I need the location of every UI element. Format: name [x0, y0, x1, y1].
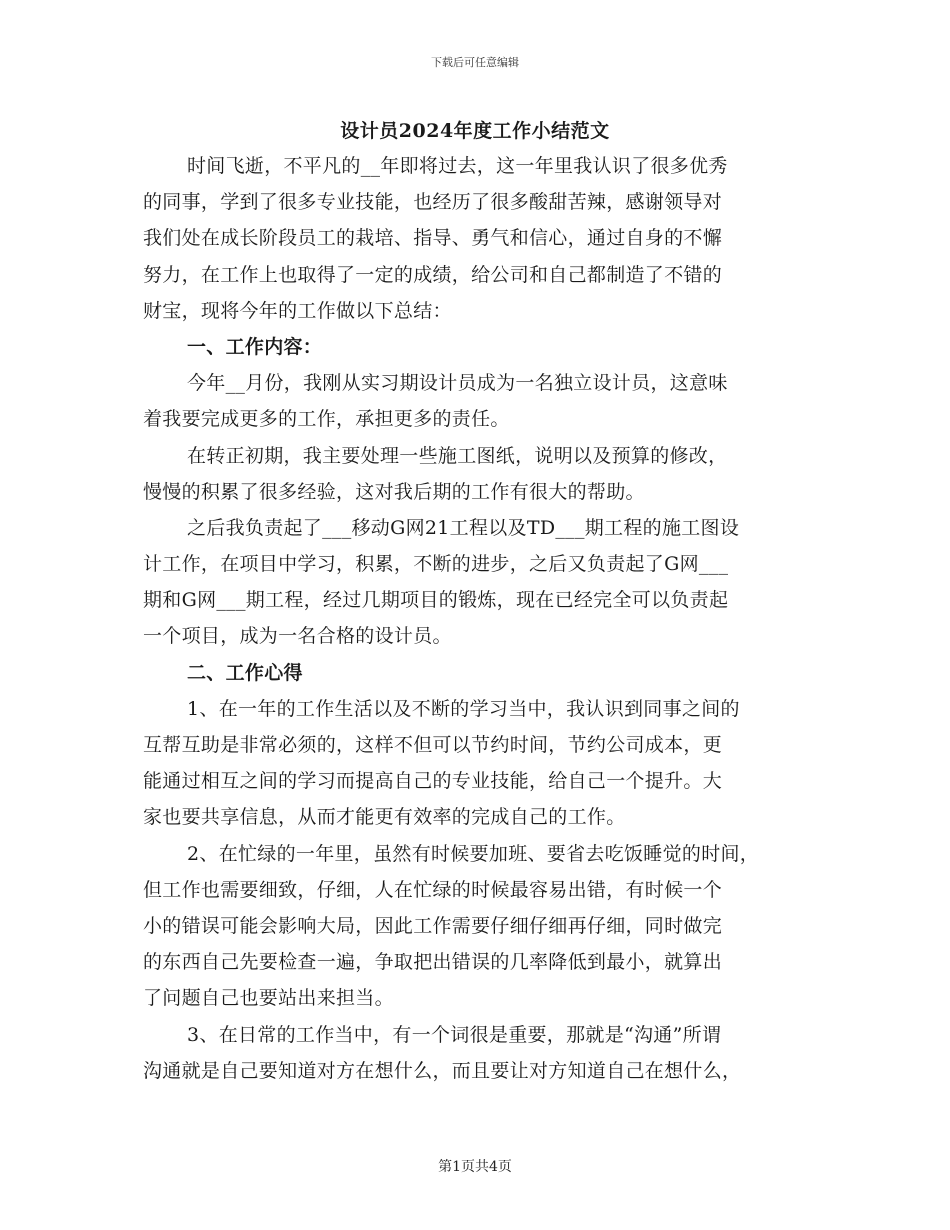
- page-number: 第1页共4页: [438, 1159, 512, 1175]
- text-line: 慢慢的积累了很多经验，这对我后期的工作有很大的帮助。: [143, 480, 645, 503]
- section-heading: 一、工作内容：: [187, 335, 323, 358]
- text-line: 财宝，现将今年的工作做以下总结：: [143, 299, 452, 322]
- text-line: 一个项目，成为一名合格的设计员。: [143, 625, 452, 648]
- text-line: 3、在日常的工作当中，有一个词很是重要，那就是“沟通”所谓: [187, 1023, 722, 1046]
- text-line: 的同事，学到了很多专业技能，也经历了很多酸甜苦辣，感谢领导对: [143, 191, 723, 214]
- text-line: 之后我负责起了___移动G网21工程以及TD___期工程的施工图设: [187, 516, 740, 539]
- section-heading: 二、工作心得: [187, 661, 303, 684]
- header-note: 下载后可任意编辑: [431, 56, 519, 69]
- document-body: [143, 148, 811, 1089]
- document-title: 设计员2024年度工作小结范文: [340, 120, 610, 142]
- text-line: 了问题自己也要站出来担当。: [143, 987, 394, 1010]
- text-line: 能通过相互之间的学习而提高自己的专业技能，给自己一个提升。大: [143, 770, 723, 793]
- text-line: 1、在一年的工作生活以及不断的学习当中，我认识到同事之间的: [187, 697, 740, 720]
- text-line: 今年__月份，我刚从实习期设计员成为一名独立设计员，这意味: [187, 372, 728, 395]
- text-line: 家也要共享信息，从而才能更有效率的完成自己的工作。: [143, 806, 626, 829]
- text-line: 2、在忙绿的一年里，虽然有时候要加班、要省去吃饭睡觉的时间，: [187, 842, 760, 865]
- text-line: 时间飞逝，不平凡的__年即将过去，这一年里我认识了很多优秀: [187, 155, 728, 177]
- text-line: 的东西自己先要检查一遍，争取把出错误的几率降低到最小，就算出: [143, 951, 723, 974]
- text-line: 计工作，在项目中学习，积累，不断的进步，之后又负责起了G网___: [143, 553, 729, 576]
- text-line: 在转正初期，我主要处理一些施工图纸，说明以及预算的修改，: [187, 444, 728, 467]
- text-line: 沟通就是自己要知道对方在想什么，而且要让对方知道自己在想什么，: [143, 1059, 742, 1082]
- text-line: 小的错误可能会影响大局，因此工作需要仔细仔细再仔细，同时做完: [143, 914, 723, 937]
- text-line: 我们处在成长阶段员工的栽培、指导、勇气和信心，通过自身的不懈: [143, 227, 723, 250]
- text-line: 着我要完成更多的工作，承担更多的责任。: [143, 408, 510, 431]
- text-line: 期和G网___期工程，经过几期项目的锻炼，现在已经完全可以负责起: [143, 589, 729, 612]
- text-line: 努力，在工作上也取得了一定的成绩，给公司和自己都制造了不错的: [143, 263, 723, 286]
- text-line: 互帮互助是非常必须的，这样不但可以节约时间，节约公司成本，更: [143, 734, 723, 756]
- text-line: 但工作也需要细致，仔细，人在忙绿的时候最容易出错，有时候一个: [143, 878, 723, 901]
